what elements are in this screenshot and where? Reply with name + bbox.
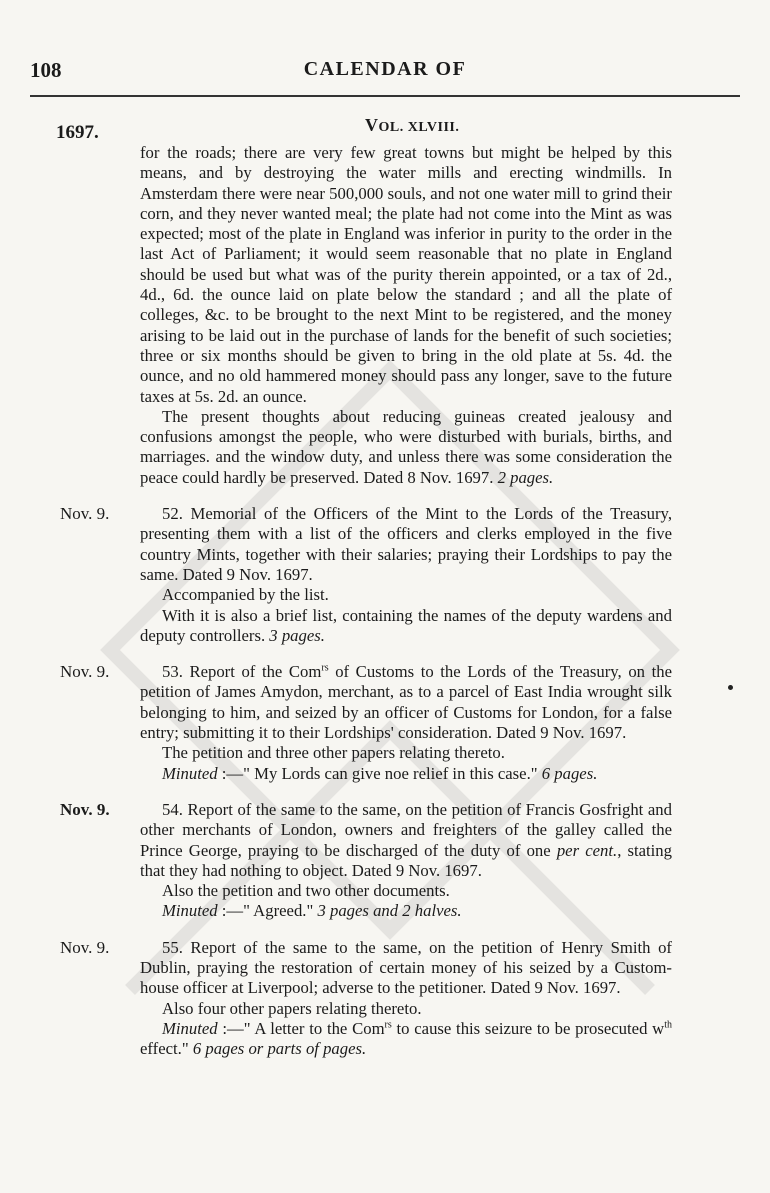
entry-minuted	[140, 764, 672, 784]
minuted-label: Minuted	[162, 1018, 218, 1038]
minuted-text: to cause this seizure to be prosecuted w	[391, 1018, 665, 1038]
entry-main: 55. Report of the same to the same, on the petition of Henry Smith of Dublin, praying the restoration of certain money of his seized by a Custom-house officer at Liverpool; adverse to the petitioner. Dated 9 Nov. 1697.	[140, 937, 672, 998]
entry-52	[60, 504, 672, 646]
minuted-text: :—" A letter to the Com	[217, 1018, 385, 1038]
superscript: rs	[321, 662, 329, 674]
minuted-label: Minuted	[162, 763, 218, 783]
page-count: 6 pages.	[541, 763, 598, 783]
page-count: 2 pages.	[497, 467, 554, 487]
entry-minuted	[140, 1019, 672, 1060]
minuted-text: :—" My Lords can give noe relief in this case."	[217, 763, 538, 783]
volume-prefix: V	[365, 115, 379, 135]
entry-54	[60, 799, 672, 922]
main-text	[60, 143, 672, 1059]
entry-main-text: , stating that they had nothing to object. Dated 9 Nov. 1697.	[140, 840, 672, 880]
page-count: 3 pages.	[269, 625, 325, 645]
entry-main-text: 54. Report of the same to the same, on the petition of Francis Gosfright and other merchants of London, owners and freighters of the galley called the Prince George, praying to be discharged of the duty of one	[140, 799, 672, 860]
entry-main-text: 53. Report of the Com	[162, 662, 322, 682]
continuation-paragraph-2	[140, 407, 672, 488]
entry-date: Nov. 9.	[60, 937, 110, 957]
volume-heading	[365, 115, 459, 136]
entry-main	[140, 662, 672, 743]
entry-note-text: With it is also a brief list, containing the names of the deputy wardens and deputy controllers.	[140, 605, 672, 645]
minuted-text: effect."	[140, 1039, 189, 1059]
continuation-text: The present thoughts about reducing guineas created jealousy and confusions amongst the people, who were disturbed with burials, births, and marriages. and the window duty, and unless there was some consideration the peace could hardly be preserved. Dated 8 Nov. 1697.	[140, 406, 672, 487]
superscript: th	[664, 1019, 672, 1031]
entry-53	[60, 662, 672, 784]
side-year: 1697.	[56, 122, 99, 143]
minuted-text: :—" Agreed."	[217, 901, 314, 921]
entry-main: 52. Memorial of the Officers of the Mint to the Lords of the Treasury, presenting them with a list of the officers and clerks employed in the five country Mints, together with their salaries; praying their Lordships to pay the same. Dated 9 Nov. 1697.	[140, 504, 672, 584]
entry-55	[60, 937, 672, 1060]
page-number: 108	[30, 58, 62, 82]
running-title: CALENDAR OF	[303, 58, 467, 80]
entry-date: Nov. 9.	[60, 799, 110, 819]
ink-spot	[728, 685, 733, 690]
page-count: 6 pages or parts of pages.	[192, 1039, 367, 1059]
superscript: rs	[384, 1019, 392, 1031]
page-count: 3 pages and 2 halves.	[317, 901, 462, 921]
entry-note: Accompanied by the list.	[162, 585, 329, 605]
entry-main-text: of Customs to the Lords of the Treasury, on the petition of James Amydon, merchant, as to a parcel of East India wrought silk belonging to him, and seized by an officer of Customs for London, for a false entry; submitting it to their Lordships' consideration. Dated 9 Nov. 1697.	[140, 662, 672, 743]
entry-note-2	[140, 606, 672, 647]
entry-note: Also four other papers relating thereto.	[162, 998, 422, 1018]
entry-date: Nov. 9.	[60, 504, 110, 524]
entry-note: The petition and three other papers relating thereto.	[162, 743, 505, 763]
entry-date: Nov. 9.	[60, 662, 110, 682]
italic-term: per cent.	[556, 840, 618, 860]
entry-note: Also the petition and two other documents.	[162, 881, 450, 901]
minuted-label: Minuted	[162, 901, 218, 921]
header-rule	[30, 95, 740, 97]
entry-main	[140, 800, 672, 881]
continuation-paragraph: for the roads; there are very few great towns but might be helped by this means, and by destroying the water mills and erecting windmills. In Amsterdam there were near 500,000 souls, and not one water mill to grind their corn, and they never wanted meal; the plate had not come into the Mint as was expected; most of the plate in England was inferior in purity to the order in the last Act of Parliament; it would seem reasonable that no plate in England should be used but what was of the purity therein appointed, or a tax of 2d., 4d., 6d. the ounce laid on plate below the standard ; and all the plate of colleges, &c. to be brought to the next Mint to be registered, and the money arising to be laid out in the purchase of lands for the benefit of such societies; three or six months should be given to bring in the old plate at 5s. 4d. the ounce, and no old hammered money should pass any longer, save to the future taxes at 5s. 2d. an ounce.	[140, 143, 672, 406]
volume-rest: OL. XLVIII.	[378, 120, 460, 135]
entry-minuted	[140, 901, 672, 921]
